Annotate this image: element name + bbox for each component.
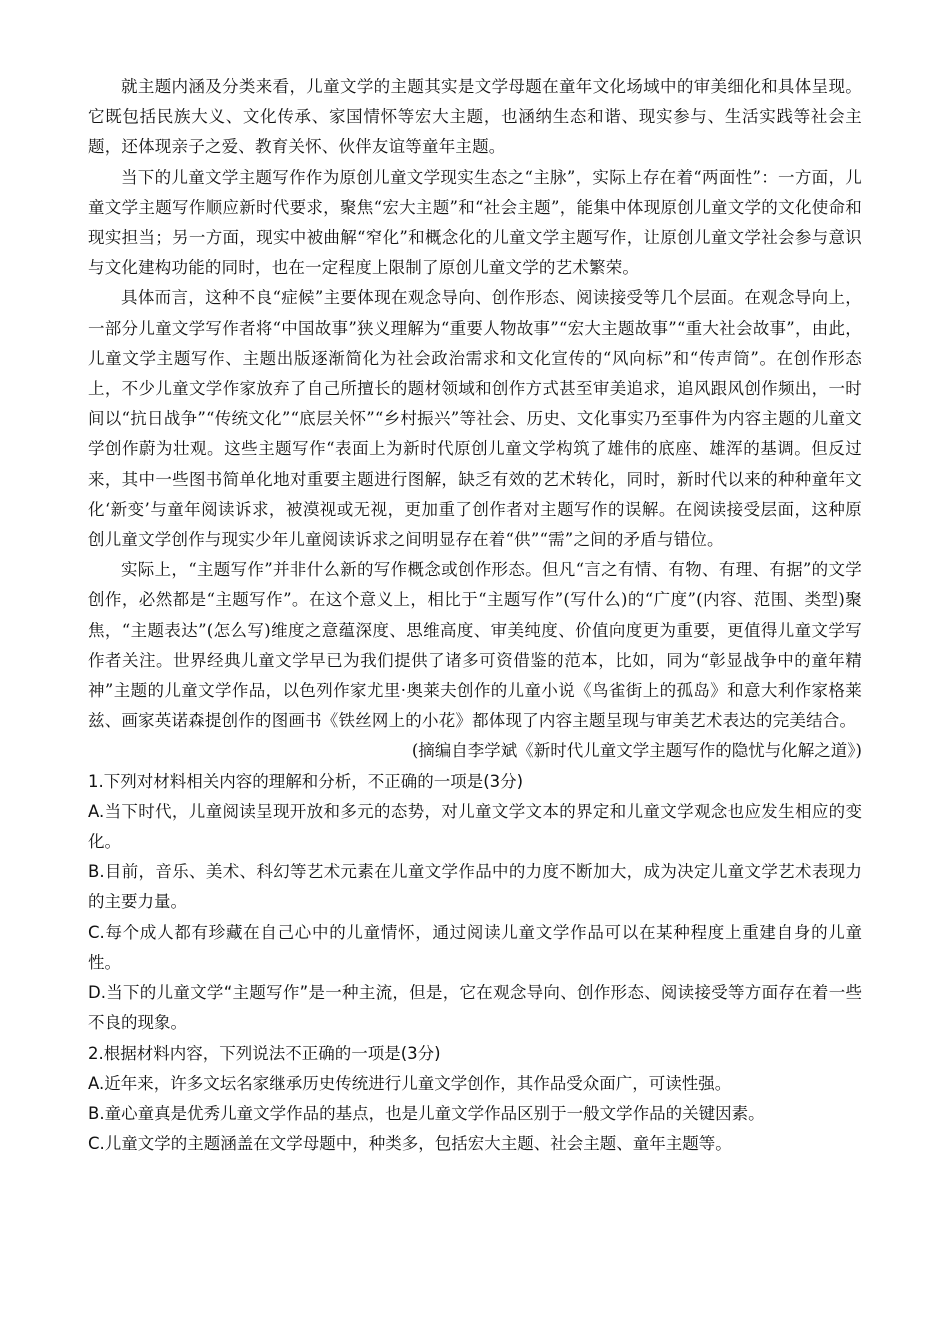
question-2-stem: 2.根据材料内容，下列说法不正确的一项是(3分) [88,1043,441,1063]
question-2-option-a: A.近年来，许多文坛名家继承历史传统进行儿童文学创作，其作品受众面广，可读性强。 [88,1073,732,1093]
article-paragraph-4: 实际上，“主题写作”并非什么新的写作概念或创作形态。但凡“言之有情、有物、有理、有据”的文学创作，必然都是“主题写作”。在这个意义上，相比于“主题写作”(写什么)的“广度”(内容、范围、类型)聚焦，“主题表达”(怎么写)维度之意蕴深度、思维高度、审美纯度、价值向度更为重要，更值得儿童文学写作者关注。世界经典儿童文学早已为我们提供了诸多可资借鉴的范本，比如，同为“彰显战争中的童年精神”主题的儿童文学作品，以色列作家尤里·奥莱夫创作的儿童小说《鸟雀街上的孤岛》和意大利作家格莱兹、画家英诺森提创作的图画书《铁丝网上的小花》都体现了内容主题呈现与审美艺术表达的完美结合。 [88,560,862,731]
question-1-stem: 1.下列对材料相关内容的理解和分析，不正确的一项是(3分) [88,771,524,791]
article-source: (摘编自李学斌《新时代儿童文学主题写作的隐忧与化解之道》) [411,741,862,761]
article-paragraph-1: 就主题内涵及分类来看，儿童文学的主题其实是文学母题在童年文化场域中的审美细化和具体呈现。它既包括民族大义、文化传承、家国情怀等宏大主题，也涵纳生态和谐、现实参与、生活实践等社会主题，还体现亲子之爱、教育关怀、伙伴友谊等童年主题。 [88,77,862,157]
article-paragraph-2: 当下的儿童文学主题写作作为原创儿童文学现实生态之“主脉”，实际上存在着“两面性”：一方面，儿童文学主题写作顺应新时代要求，聚焦“宏大主题”和“社会主题”，能集中体现原创儿童文学的文化使命和现实担当；另一方面，现实中被曲解“窄化”和概念化的儿童文学主题写作，让原创儿童文学社会参与意识与文化建构功能的同时，也在一定程度上限制了原创儿童文学的艺术繁荣。 [88,167,862,278]
question-2 [88,1039,862,1160]
question-2-option-c: C.儿童文学的主题涵盖在文学母题中，种类多，包括宏大主题、社会主题、童年主题等。 [88,1134,732,1154]
document-page [88,72,862,1159]
question-1-option-c: C.每个成人都有珍藏在自己心中的儿童情怀，通过阅读儿童文学作品可以在某种程度上重建自身的儿童性。 [88,922,862,972]
question-1 [88,767,862,1039]
question-2-option-b: B.童心童真是优秀儿童文学作品的基点，也是儿童文学作品区别于一般文学作品的关键因素。 [88,1103,765,1123]
article-paragraph-3: 具体而言，这种不良“症候”主要体现在观念导向、创作形态、阅读接受等几个层面。在观念导向上，一部分儿童文学写作者将“中国故事”狭义理解为“重要人物故事”“宏大主题故事”“重大社会故事”，由此，儿童文学主题写作、主题出版逐渐简化为社会政治需求和文化宣传的“风向标”和“传声筒”。在创作形态上，不少儿童文学作家放弃了自己所擅长的题材领域和创作方式甚至审美追求，追风跟风创作频出，一时间以“抗日战争”“传统文化”“底层关怀”“乡村振兴”等社会、历史、文化事实乃至事件为内容主题的儿童文学创作蔚为壮观。这些主题写作“表面上为新时代原创儿童文学构筑了雄伟的底座、雄浑的基调。但反过来，其中一些图书简单化地对重要主题进行图解，缺乏有效的艺术转化，同时，新时代以来的种种童年文化‘新变’与童年阅读诉求，被漠视或无视，更加重了创作者对主题写作的误解。在阅读接受层面，这种原创儿童文学创作与现实少年儿童阅读诉求之间明显存在着“供”“需”之间的矛盾与错位。 [88,288,862,550]
question-1-option-a: A.当下时代，儿童阅读呈现开放和多元的态势，对儿童文学文本的界定和儿童文学观念也应发生相应的变化。 [88,801,862,852]
question-1-option-b: B.目前，音乐、美术、科幻等艺术元素在儿童文学作品中的力度不断加大，成为决定儿童文学艺术表现力的主要力量。 [88,862,862,912]
question-1-option-d: D.当下的儿童文学“主题写作”是一种主流，但是，它在观念导向、创作形态、阅读接受等方面存在着一些不良的现象。 [88,983,862,1033]
